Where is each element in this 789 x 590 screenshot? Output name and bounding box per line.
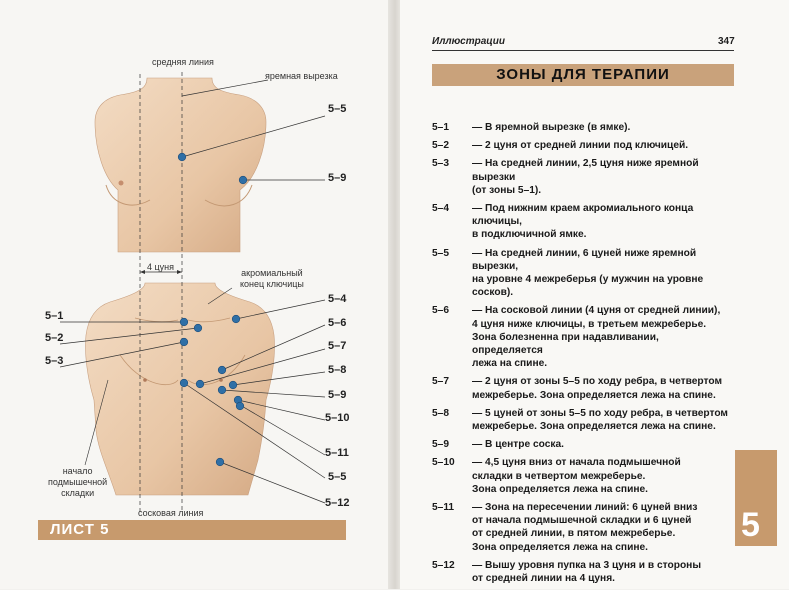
acromial-label: акромиальный конец ключицы <box>240 268 304 289</box>
female-torso <box>95 78 266 252</box>
entry-text: — В центре соска. <box>472 439 565 451</box>
entry-text: — На средней линии, 2,5 цуня ниже яремной вырезки (от зоны 5–1). <box>472 158 699 196</box>
entry-number: 5–5 <box>432 247 449 259</box>
point-5-12 <box>216 458 224 466</box>
zone-label: 5–9 <box>328 389 347 401</box>
list-item <box>432 202 732 242</box>
entry-number: 5–9 <box>432 439 449 451</box>
list-item <box>432 438 732 451</box>
zone-label: 5–11 <box>325 447 349 459</box>
axillary-fold-label: начало подмышечной складки <box>48 466 108 498</box>
list-item <box>432 247 732 300</box>
point-5-4 <box>232 315 240 323</box>
entry-text: — Зона на пересечении линий: 6 цуней вниз от начала подмышечной складки и 6 цуней от средней линии, в пятом межреберье. Зона определяется лежа на спине. <box>472 502 698 553</box>
entry-text: — Под нижним краем акромиального конца ключицы, в подключичной ямке. <box>472 203 694 241</box>
point-5-7 <box>196 380 204 388</box>
sheet-banner <box>38 520 346 540</box>
list-item <box>432 559 732 585</box>
zone-label: 5–4 <box>328 293 347 305</box>
male-torso <box>85 283 274 495</box>
jugular-notch-label: яремная вырезка <box>265 71 338 81</box>
chapter-tab <box>735 450 777 546</box>
entry-text: — Вышу уровня пупка на 3 цуня и в стороны от средней линии на 4 цуня. <box>472 559 702 585</box>
zone-label: 5–5 <box>328 103 347 115</box>
entry-number: 5–4 <box>432 203 449 215</box>
point-5-5-female <box>178 153 186 161</box>
page-number: 347 <box>718 36 735 47</box>
zone-list <box>432 121 732 590</box>
entry-number: 5–1 <box>432 122 449 133</box>
entry-text: — 2 цуня от средней линии под ключицей. <box>472 140 689 152</box>
zone-label: 5–7 <box>328 340 347 352</box>
point-5-9-female <box>239 176 247 184</box>
list-item <box>432 407 732 433</box>
point-5-2 <box>194 324 202 332</box>
entry-text: — В яремной вырезке (в ямке). <box>472 122 631 133</box>
sheet-banner-label: ЛИСТ 5 <box>50 521 110 538</box>
entry-text: — На сосковой линии (4 цуня от средней линии), 4 цуня ниже ключицы, в третьем межреберье. Зона болезненна при надавливании, определяется лежа на спине. <box>472 305 721 370</box>
entry-text: — 5 цуней от зоны 5–5 по ходу ребра, в четвертом межреберье. Зона определяется лежа на спине. <box>472 407 728 433</box>
entry-number: 5–6 <box>432 305 449 317</box>
list-item <box>432 157 732 197</box>
zone-label: 5–1 <box>45 310 64 322</box>
entry-number: 5–10 <box>432 457 455 469</box>
entry-number: 5–2 <box>432 140 449 152</box>
zone-label: 5–9 <box>328 172 347 184</box>
cun-distance-label: 4 цуня <box>147 262 175 272</box>
chapter-tab-number: 5 <box>741 506 760 544</box>
point-5-3 <box>180 338 188 346</box>
entry-number: 5–12 <box>432 559 455 571</box>
point-5-6 <box>218 366 226 374</box>
list-item <box>432 121 732 134</box>
section-title: ЗОНЫ ДЛЯ ТЕРАПИИ <box>496 66 670 83</box>
zone-label: 5–12 <box>325 497 350 509</box>
list-item <box>432 456 732 496</box>
point-5-11 <box>236 402 244 410</box>
entry-number: 5–11 <box>432 502 455 514</box>
zone-label: 5–5 <box>328 471 347 483</box>
list-item <box>432 375 732 401</box>
running-header: Иллюстрации <box>432 36 505 47</box>
point-5-9-male <box>218 386 226 394</box>
point-5-8 <box>229 381 237 389</box>
midline-label: средняя линия <box>152 57 214 67</box>
point-5-1 <box>180 318 188 326</box>
entry-number: 5–7 <box>432 376 449 388</box>
entry-text: — 2 цуня от зоны 5–5 по ходу ребра, в четвертом межреберье. Зона определяется лежа на спине. <box>472 376 722 401</box>
header-rule <box>432 50 734 51</box>
entry-number: 5–3 <box>432 158 449 170</box>
zone-label: 5–10 <box>325 412 350 424</box>
entry-text: — На средней линии, 6 цуней ниже яремной вырезки, на уровне 4 межреберья (у мужчин на уровне сосков). <box>472 247 704 299</box>
zone-label: 5–3 <box>45 355 64 367</box>
list-item <box>432 501 732 554</box>
nipple-line-label: сосковая линия <box>138 508 204 518</box>
entry-number: 5–8 <box>432 407 449 419</box>
point-5-5-male <box>180 379 188 387</box>
list-item <box>432 304 732 370</box>
zone-label: 5–2 <box>45 332 64 344</box>
section-title-bar <box>432 64 734 86</box>
zone-label: 5–6 <box>328 317 347 329</box>
entry-text: — 4,5 цуня вниз от начала подмышечной складки в четвертом межреберье. Зона определяется лежа на спине. <box>472 457 681 495</box>
list-item <box>432 139 732 152</box>
zone-label: 5–8 <box>328 364 347 376</box>
